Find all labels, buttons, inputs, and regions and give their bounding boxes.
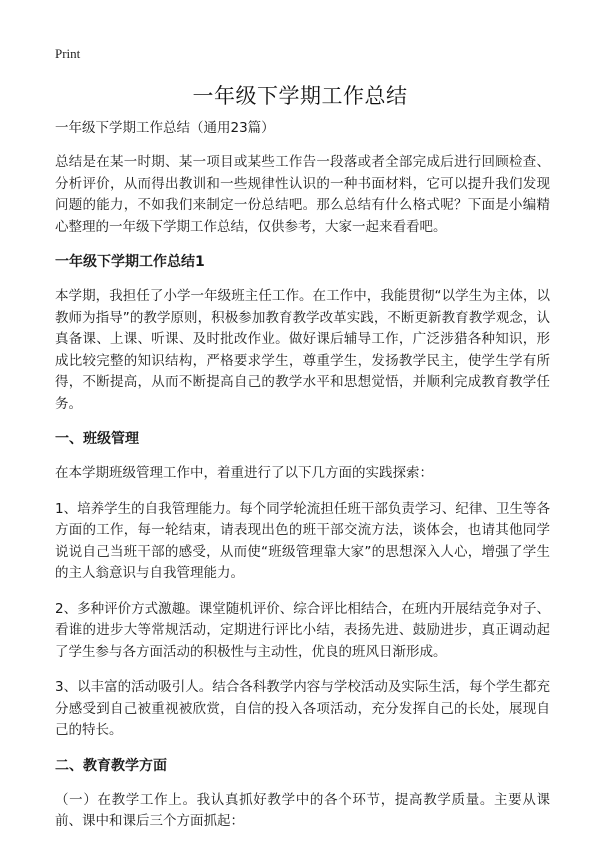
class-management-item-1: 1、培养学生的自我管理能力。每个同学轮流担任班干部负责学习、纪律、卫生等各方面的工作，每一轮结束，请表现出色的班干部交流方法，谈体会，也请其他同学说说自己当班干部的感受，从而使“班级管理靠大家”的思想深入人心，增强了学生的主人翁意识与自我管理能力。 <box>55 500 550 581</box>
class-management-item-2: 2、多种评价方式激趣。课堂随机评价、综合评比相结合，在班内开展结竞争对子、看谁的进步大等常规活动，定期进行评比小结，表扬先进、鼓励进步，真正调动起了学生参与各方面活动的积极性与主动性，优良的班风日渐形成。 <box>55 600 550 660</box>
teaching-heading: 二、教育教学方面 <box>55 757 167 774</box>
class-management-intro: 在本学期班级管理工作中，着重进行了以下几方面的实践探索： <box>55 465 433 481</box>
intro-paragraph: 总结是在某一时期、某一项目或某些工作告一段落或者全部完成后进行回顾检查、分析评价，从而得出教训和一些规律性认识的一种书面材料，它可以提升我们发现问题的能力，不如我们来制定一份总结吧。那么总结有什么格式呢？下面是小编精心整理的一年级下学期工作总结，仅供参考，大家一起来看看吧。 <box>55 154 550 235</box>
document-title: 一年级下学期工作总结 <box>192 84 408 108</box>
section-1-paragraph: 本学期，我担任了小学一年级班主任工作。在工作中，我能贯彻“以学生为主体，以教师为指导”的教学原则，积极参加教育教学改革实践，不断更新教育教学观念，认真备课、上课、听课、及时批改作业。做好课后辅导工作，广泛涉猎各种知识，形成比较完整的知识结构，严格要求学生，尊重学生，发扬教学民主，使学生学有所得，不断提高，从而不断提高自己的教学水平和思想觉悟，并顺利完成教育教学任务。 <box>55 288 550 412</box>
print-link[interactable]: Print <box>55 46 81 61</box>
section-1-heading: 一年级下学期工作总结1 <box>55 254 205 270</box>
document-subtitle: 一年级下学期工作总结（通用23篇） <box>55 120 275 136</box>
teaching-paragraph: （一）在教学工作上。我认真抓好教学中的各个环节，提高教学质量。主要从课前、课中和课后三个方面抓起： <box>55 791 550 829</box>
class-management-item-3: 3、以丰富的活动吸引人。结合各科教学内容与学校活动及实际生活，每个学生都充分感受到自己被重视被欣赏，自信的投入各项活动，充分发挥自己的长处，展现自己的特长。 <box>55 679 550 738</box>
document-body <box>55 118 550 847</box>
class-management-heading: 一、班级管理 <box>55 431 139 447</box>
